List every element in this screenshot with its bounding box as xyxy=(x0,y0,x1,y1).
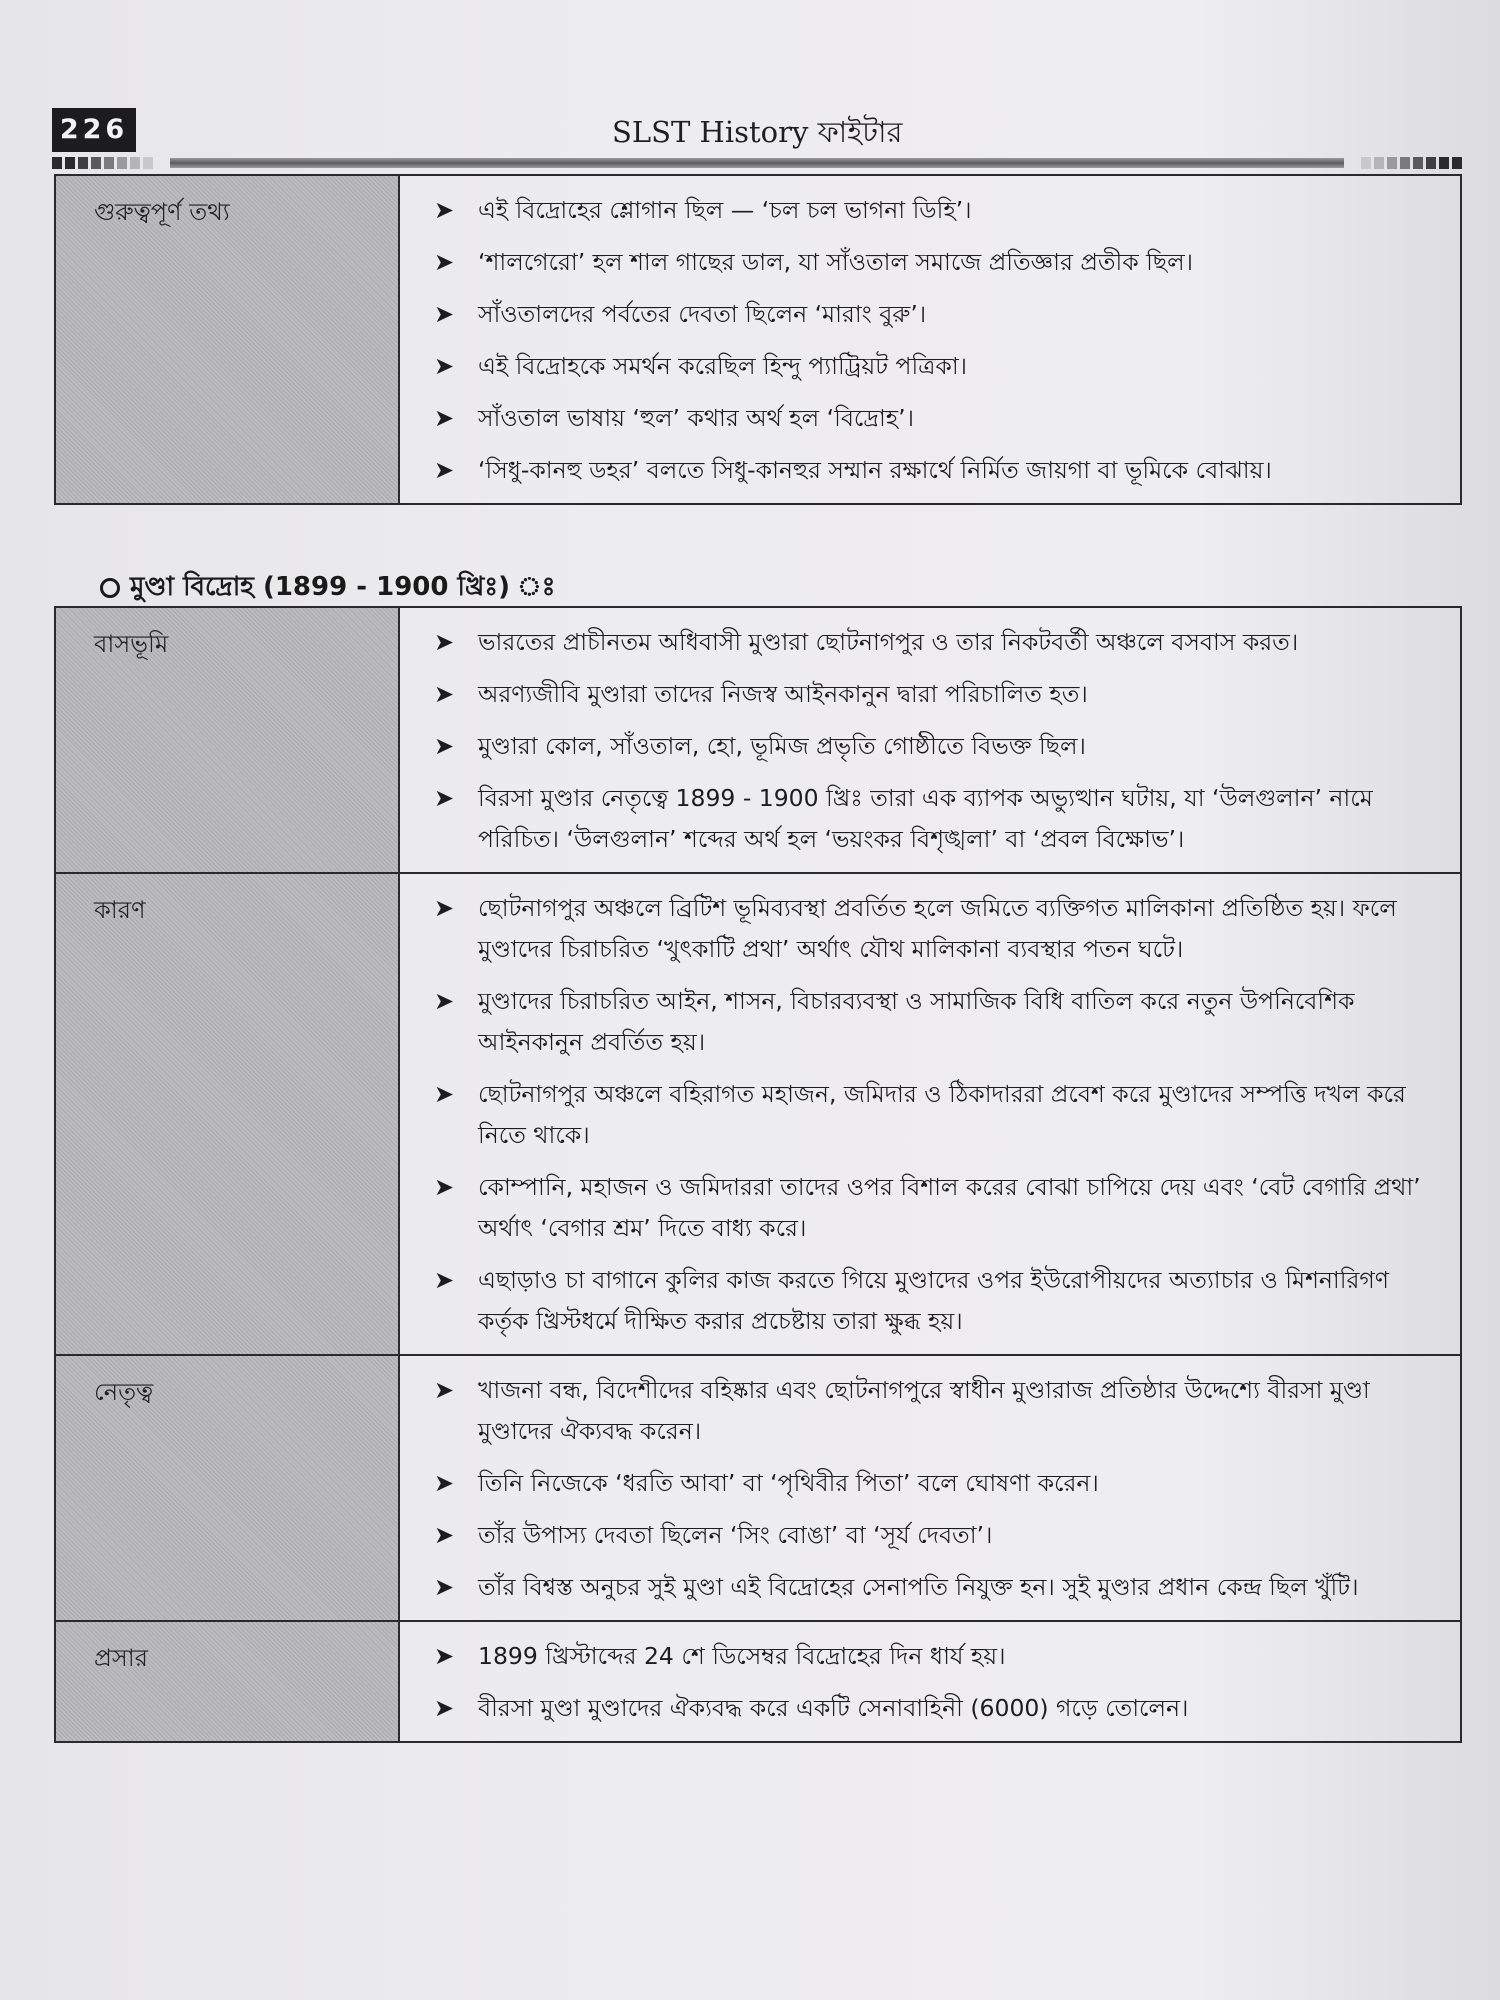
row-label: কারণ xyxy=(56,872,400,1354)
bullet-item xyxy=(434,398,1446,439)
bullet-text: ছোটনাগপুর অঞ্চলে বহিরাগত মহাজন, জমিদার ও ঠিকাদাররা প্রবেশ করে মুণ্ডাদের সম্পত্তি দখল করে নিতে থাকে। xyxy=(478,1080,1406,1149)
bullet-text: এই বিদ্রোহকে সমর্থন করেছিল হিন্দু প্যাট্রিয়ট পত্রিকা। xyxy=(478,352,968,380)
row-label: বাসভূমি xyxy=(56,608,400,872)
arrow-bullet-icon: ➤ xyxy=(434,1266,455,1294)
bullet-text: এই বিদ্রোহের শ্লোগান ছিল — ‘চল চল ভাগনা ডিহি’। xyxy=(478,196,972,224)
rule-blocks-left xyxy=(52,157,153,169)
bullet-item xyxy=(434,1636,1446,1677)
row-body xyxy=(400,608,1460,872)
bullet-text: সাঁওতালদের পর্বতের দেবতা ছিলেন ‘মারাং বুরু’। xyxy=(478,300,927,328)
arrow-bullet-icon: ➤ xyxy=(434,1173,455,1201)
arrow-bullet-icon: ➤ xyxy=(434,1694,455,1722)
bullet-text: কোম্পানি, মহাজন ও জমিদাররা তাদের ওপর বিশাল করের বোঝা চাপিয়ে দেয় এবং ‘বেট বেগারি প্রথা’ অর্থাৎ ‘বেগার শ্রম’ দিতে বাধ্য করে। xyxy=(478,1173,1421,1242)
arrow-bullet-icon: ➤ xyxy=(434,456,455,484)
arrow-bullet-icon: ➤ xyxy=(434,680,455,708)
arrow-bullet-icon: ➤ xyxy=(434,987,455,1015)
arrow-bullet-icon: ➤ xyxy=(434,1376,455,1404)
bullet-text: বিরসা মুণ্ডার নেতৃত্বে 1899 - 1900 খ্রিঃ তারা এক ব্যাপক অভ্যুত্থান ঘটায়, যা ‘উলগুলান’ নামে পরিচিত। ‘উলগুলান’ শব্দের অর্থ হল ‘ভয়ংকর বিশৃঙ্খলা’ বা ‘প্রবল বিক্ষোভ’। xyxy=(478,784,1373,853)
bullet-text: ‘শালগেরো’ হল শাল গাছের ডাল, যা সাঁওতাল সমাজে প্রতিজ্ঞার প্রতীক ছিল। xyxy=(478,248,1194,276)
circle-bullet-icon xyxy=(100,578,120,598)
bullet-item xyxy=(434,242,1446,283)
section-heading-text: মুণ্ডা বিদ্রোহ (1899 - 1900 খ্রিঃ) ঃ xyxy=(130,572,556,602)
bullet-item xyxy=(434,1074,1446,1156)
rule-bar xyxy=(170,158,1344,168)
arrow-bullet-icon: ➤ xyxy=(434,352,455,380)
arrow-bullet-icon: ➤ xyxy=(434,404,455,432)
bullet-item xyxy=(434,1463,1446,1504)
bullet-item xyxy=(434,190,1446,231)
arrow-bullet-icon: ➤ xyxy=(434,300,455,328)
bullet-item xyxy=(434,1688,1446,1729)
arrow-bullet-icon: ➤ xyxy=(434,784,455,812)
row-body xyxy=(400,1620,1460,1741)
arrow-bullet-icon: ➤ xyxy=(434,732,455,760)
row-label: নেতৃত্ব xyxy=(56,1354,400,1620)
bullet-item xyxy=(434,674,1446,715)
bullet-item xyxy=(434,346,1446,387)
bullet-text: 1899 খ্রিস্টাব্দের 24 শে ডিসেম্বর বিদ্রোহের দিন ধার্য হয়। xyxy=(478,1642,1006,1670)
bullet-item xyxy=(434,450,1446,491)
running-title: SLST History ফাইটার xyxy=(612,115,903,149)
bullet-text: ছোটনাগপুর অঞ্চলে ব্রিটিশ ভূমিব্যবস্থা প্রবর্তিত হলে জমিতে ব্যক্তিগত মালিকানা প্রতিষ্ঠিত হয়। ফলে মুণ্ডাদের চিরাচরিত ‘খুৎকাটি প্রথা’ অর্থাৎ যৌথ মালিকানা ব্যবস্থার পতন ঘটে। xyxy=(478,894,1397,963)
row-body xyxy=(400,872,1460,1354)
bullet-text: তাঁর বিশ্বস্ত অনুচর সুই মুণ্ডা এই বিদ্রোহের সেনাপতি নিযুক্ত হন। সুই মুণ্ডার প্রধান কেন্দ্র ছিল খুঁটি। xyxy=(478,1573,1359,1601)
bullet-item xyxy=(434,1370,1446,1452)
arrow-bullet-icon: ➤ xyxy=(434,248,455,276)
bullet-item xyxy=(434,1167,1446,1249)
section-heading xyxy=(100,566,555,610)
row-body xyxy=(400,1354,1460,1620)
bullet-item xyxy=(434,888,1446,970)
arrow-bullet-icon: ➤ xyxy=(434,1573,455,1601)
bullet-text: এছাড়াও চা বাগানে কুলির কাজ করতে গিয়ে মুণ্ডাদের ওপর ইউরোপীয়দের অত্যাচার ও মিশনারিগণ কর্তৃক খ্রিস্টধর্মে দীক্ষিত করার প্রচেষ্টায় তারা ক্ষুব্ধ হয়। xyxy=(478,1266,1390,1335)
page-header xyxy=(52,104,1462,176)
arrow-bullet-icon: ➤ xyxy=(434,1521,455,1549)
page-number: 226 xyxy=(52,108,136,152)
bullet-text: ভারতের প্রাচীনতম অধিবাসী মুণ্ডারা ছোটনাগপুর ও তার নিকটবর্তী অঞ্চলে বসবাস করত। xyxy=(478,628,1299,656)
arrow-bullet-icon: ➤ xyxy=(434,196,455,224)
bullet-text: মুণ্ডারা কোল, সাঁওতাল, হো, ভূমিজ প্রভৃতি গোষ্ঠীতে বিভক্ত ছিল। xyxy=(478,732,1086,760)
bullet-item xyxy=(434,1567,1446,1608)
important-facts-table xyxy=(54,174,1462,505)
bullet-item xyxy=(434,1515,1446,1556)
bullet-item xyxy=(434,778,1446,860)
arrow-bullet-icon: ➤ xyxy=(434,628,455,656)
bullet-item xyxy=(434,726,1446,767)
bullet-text: বীরসা মুণ্ডা মুণ্ডাদের ঐক্যবদ্ধ করে একটি সেনাবাহিনী (6000) গড়ে তোলেন। xyxy=(478,1694,1189,1722)
row-label: প্রসার xyxy=(56,1620,400,1741)
bullet-text: তাঁর উপাস্য দেবতা ছিলেন ‘সিং বোঙা’ বা ‘সূর্য দেবতা’। xyxy=(478,1521,993,1549)
bullet-text: সাঁওতাল ভাষায় ‘হুল’ কথার অর্থ হল ‘বিদ্রোহ’। xyxy=(478,404,914,432)
bullet-item xyxy=(434,622,1446,663)
rule-blocks-right xyxy=(1361,157,1462,169)
arrow-bullet-icon: ➤ xyxy=(434,1080,455,1108)
header-rule xyxy=(52,156,1462,170)
row-body xyxy=(400,176,1460,503)
bullet-text: ‘সিধু-কানহু ডহর’ বলতে সিধু-কানহুর সম্মান রক্ষার্থে নির্মিত জায়গা বা ভূমিকে বোঝায়। xyxy=(478,456,1272,484)
bullet-text: খাজনা বন্ধ, বিদেশীদের বহিষ্কার এবং ছোটনাগপুরে স্বাধীন মুণ্ডারাজ প্রতিষ্ঠার উদ্দেশ্যে বীরসা মুণ্ডা মুণ্ডাদের ঐক্যবদ্ধ করেন। xyxy=(478,1376,1370,1445)
bullet-item xyxy=(434,1260,1446,1342)
munda-rebellion-table xyxy=(54,606,1462,1743)
arrow-bullet-icon: ➤ xyxy=(434,1469,455,1497)
bullet-item xyxy=(434,981,1446,1063)
bullet-text: অরণ্যজীবি মুণ্ডারা তাদের নিজস্ব আইনকানুন দ্বারা পরিচালিত হত। xyxy=(478,680,1088,708)
arrow-bullet-icon: ➤ xyxy=(434,894,455,922)
bullet-text: তিনি নিজেকে ‘ধরতি আবা’ বা ‘পৃথিবীর পিতা’ বলে ঘোষণা করেন। xyxy=(478,1469,1099,1497)
bullet-text: মুণ্ডাদের চিরাচরিত আইন, শাসন, বিচারব্যবস্থা ও সামাজিক বিধি বাতিল করে নতুন উপনিবেশিক আইনকানুন প্রবর্তিত হয়। xyxy=(478,987,1355,1056)
row-label: গুরুত্বপূর্ণ তথ্য xyxy=(56,176,400,503)
arrow-bullet-icon: ➤ xyxy=(434,1642,455,1670)
bullet-item xyxy=(434,294,1446,335)
